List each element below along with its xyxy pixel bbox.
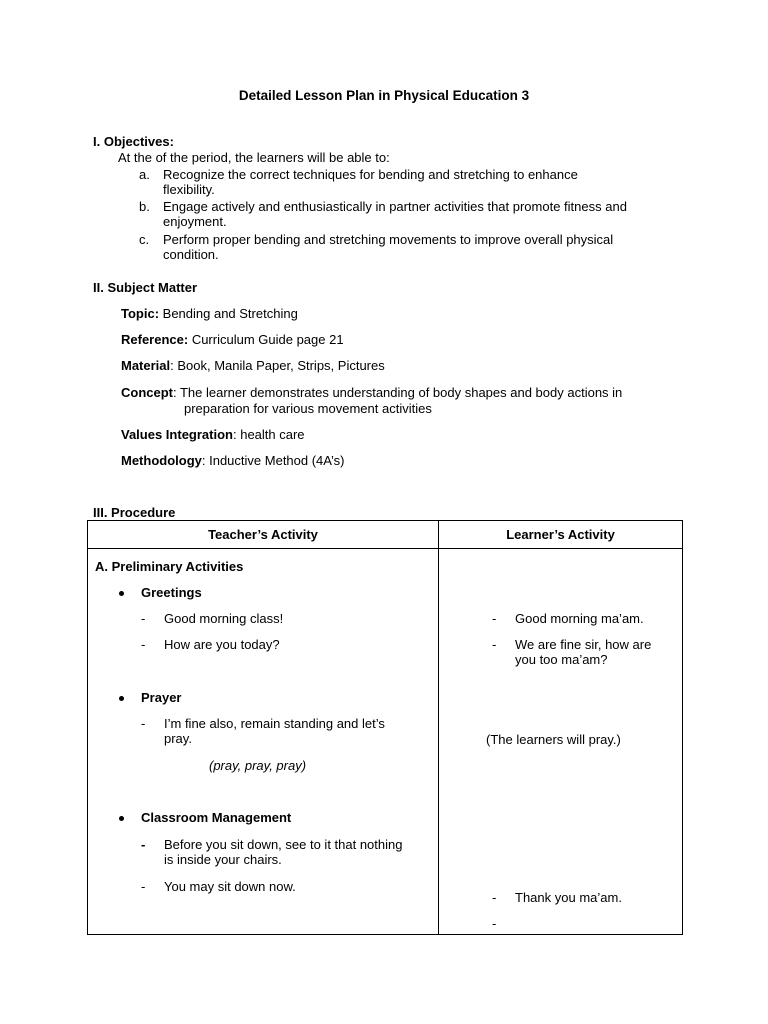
dash-marker: - (141, 879, 146, 894)
document-title: Detailed Lesson Plan in Physical Education 3 (238, 88, 530, 103)
subject-label: Topic: (121, 306, 160, 321)
preliminary-activities-heading: A. Preliminary Activities (95, 559, 244, 574)
objectives-intro: At the of the period, the learners will be able to: (118, 150, 390, 165)
teacher-line (164, 837, 402, 867)
objective-letter: c. (139, 232, 150, 247)
dash-marker: - (141, 637, 146, 652)
subject-label: Reference: (121, 332, 189, 347)
dash-marker: - (492, 611, 497, 626)
subject-label: Concept (121, 385, 173, 400)
bullet-icon (119, 816, 124, 821)
subject-row-methodology (121, 453, 681, 468)
objective-letter: a. (139, 167, 150, 182)
learner-line-1: We are fine sir, how are (515, 637, 652, 652)
subject-value: : health care (232, 427, 305, 442)
subject-label: Values Integration (121, 427, 233, 442)
teacher-line-1: Before you sit down, see to it that nothing (164, 837, 403, 852)
teacher-line: Good morning class! (164, 611, 284, 626)
subject-row-reference (121, 332, 681, 347)
subject-value: Curriculum Guide page 21 (188, 332, 344, 347)
subject-label: Methodology (121, 453, 202, 468)
dash-marker: - (492, 637, 497, 652)
objective-text-line: condition. (163, 247, 219, 262)
procedure-heading: III. Procedure (93, 505, 176, 520)
dash-marker: - (141, 716, 146, 731)
subject-value: Bending and Stretching (159, 306, 298, 321)
table-header-row (88, 521, 683, 549)
classroom-management-heading: Classroom Management (141, 810, 292, 825)
learner-line: (The learners will pray.) (486, 732, 621, 747)
learner-activity-cell (439, 549, 683, 935)
subject-matter-heading: II. Subject Matter (93, 280, 198, 295)
teacher-line: You may sit down now. (164, 879, 296, 894)
teacher-line-italic: (pray, pray, pray) (209, 758, 307, 773)
subject-value: : The learner demonstrates understanding of body shapes and body actions in (173, 385, 623, 400)
subject-row-material (121, 358, 681, 373)
learner-line (515, 637, 651, 667)
dash-marker: - (141, 837, 146, 852)
objective-text-line: Recognize the correct techniques for bending and stretching to enhance (163, 167, 578, 182)
subject-row-values (121, 427, 681, 442)
objectives-heading: I. Objectives: (93, 134, 174, 149)
learner-line: Thank you ma’am. (515, 890, 622, 905)
objective-text-line: flexibility. (163, 182, 215, 197)
table-row (88, 549, 683, 935)
teacher-line (164, 716, 385, 746)
dash-marker: - (492, 890, 497, 905)
dash-marker: - (141, 611, 146, 626)
objective-text-line: Engage actively and enthusiastically in partner activities that promote fitness and (163, 199, 627, 214)
concept-continuation: preparation for various movement activities (184, 401, 432, 416)
bullet-icon (119, 696, 124, 701)
dash-marker: - (492, 916, 497, 931)
objective-letter: b. (139, 199, 150, 214)
greetings-heading: Greetings (141, 585, 202, 600)
procedure-table (87, 520, 683, 935)
subject-value: : Inductive Method (4A’s) (201, 453, 345, 468)
objective-text-line: enjoyment. (163, 214, 227, 229)
objective-text-line: Perform proper bending and stretching movements to improve overall physical (163, 232, 614, 247)
bullet-icon (119, 591, 124, 596)
prayer-heading: Prayer (141, 690, 182, 705)
subject-row-topic (121, 306, 681, 321)
subject-value: : Book, Manila Paper, Strips, Pictures (170, 358, 385, 373)
teacher-activity-cell (88, 549, 439, 935)
teacher-line-2: is inside your chairs. (164, 852, 282, 867)
teacher-line-2: pray. (164, 731, 192, 746)
teacher-line: How are you today? (164, 637, 280, 652)
learner-line: Good morning ma’am. (515, 611, 644, 626)
subject-label: Material (121, 358, 171, 373)
learner-activity-header: Learner’s Activity (439, 521, 683, 549)
learner-line-2: you too ma’am? (515, 652, 608, 667)
subject-row-concept (121, 385, 681, 400)
teacher-line-1: I’m fine also, remain standing and let’s (164, 716, 385, 731)
teacher-activity-header: Teacher’s Activity (88, 521, 439, 549)
